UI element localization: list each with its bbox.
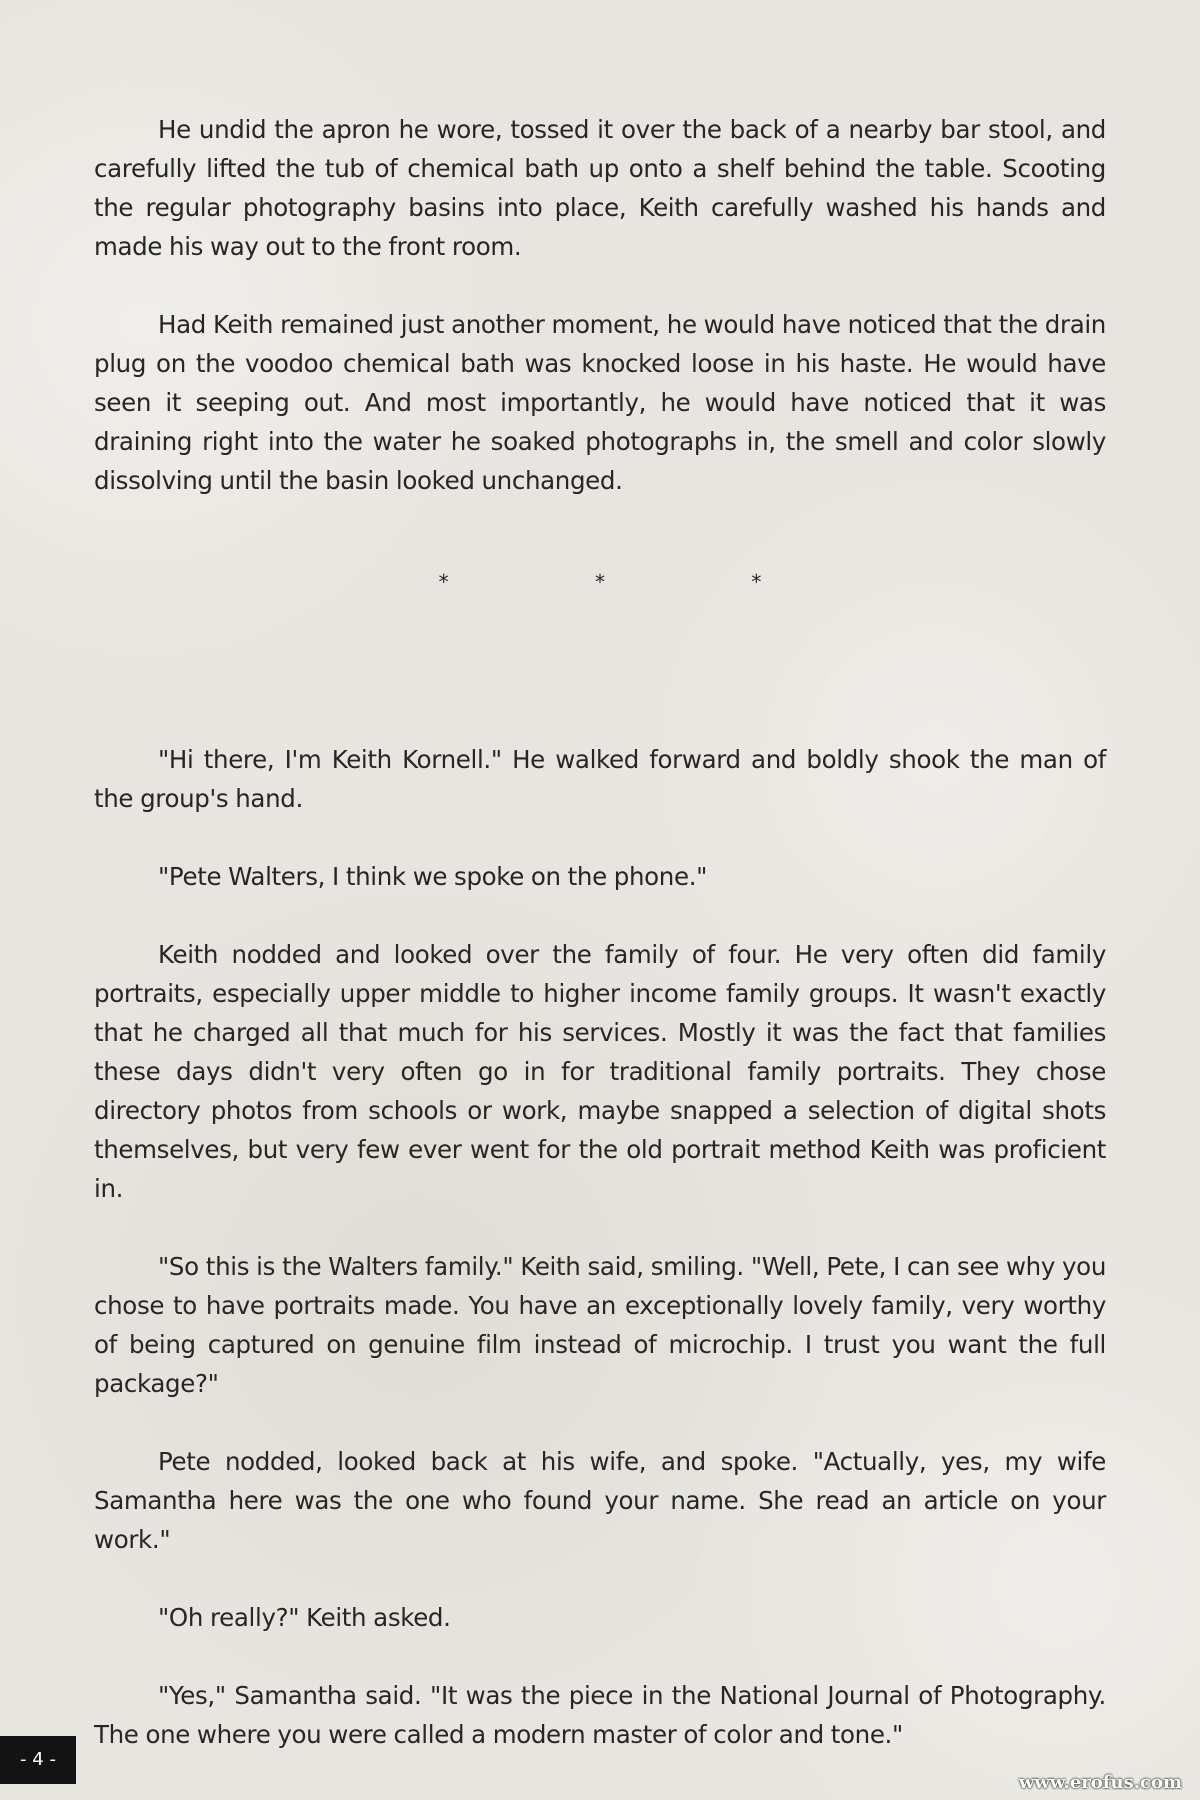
paragraph-walters-family: "So this is the Walters family." Keith said, smiling. "Well, Pete, I can see why you chose to have portraits made. You have an exceptionally lovely family, very worthy of being captured on genuine film instead of microchip. I trust you want the full package?"	[94, 1252, 1106, 1398]
watermark-text: www.erofus.com	[1018, 1772, 1182, 1793]
paragraph-drain-plug: Had Keith remained just another moment, he would have noticed that the drain plug on the voodoo chemical bath was knocked loose in his haste. He would have seen it seeping out. And most importantly, he would have noticed that it was draining right into the water he soaked photographs in, the smell and color slowly dissolving until the basin looked unchanged.	[94, 310, 1106, 495]
page-number: - 4 -	[0, 1736, 76, 1784]
section-break-stars: * * *	[438, 570, 832, 594]
paragraph-family-portraits: Keith nodded and looked over the family of four. He very often did family portraits, especially upper middle to higher income family groups. It wasn't exactly that he charged all that much for his services. Mostly it was the fact that families these days didn't very often go in for traditional family portraits. They chose directory photos from schools or work, maybe snapped a selection of digital shots themselves, but very few ever went for the old portrait method Keith was proficient in.	[94, 940, 1106, 1203]
paragraph-pete-nodded: Pete nodded, looked back at his wife, and spoke. "Actually, yes, my wife Samantha here was the one who found your name. She read an article on your work."	[94, 1447, 1106, 1554]
section-break	[94, 500, 1106, 740]
story-page	[94, 110, 1106, 1754]
paragraph-introduction: "Hi there, I'm Keith Kornell." He walked forward and boldly shook the man of the group's hand.	[94, 745, 1106, 813]
paragraph-pete-walters: "Pete Walters, I think we spoke on the phone."	[158, 862, 708, 891]
paragraph-samantha: "Yes," Samantha said. "It was the piece in the National Journal of Photography. The one where you were called a modern master of color and tone."	[94, 1681, 1106, 1749]
paragraph-apron: He undid the apron he wore, tossed it over the back of a nearby bar stool, and carefully lifted the tub of chemical bath up onto a shelf behind the table. Scooting the regular photography basins into place, Keith carefully washed his hands and made his way out to the front room.	[94, 115, 1106, 261]
paragraph-oh-really: "Oh really?" Keith asked.	[158, 1603, 451, 1632]
